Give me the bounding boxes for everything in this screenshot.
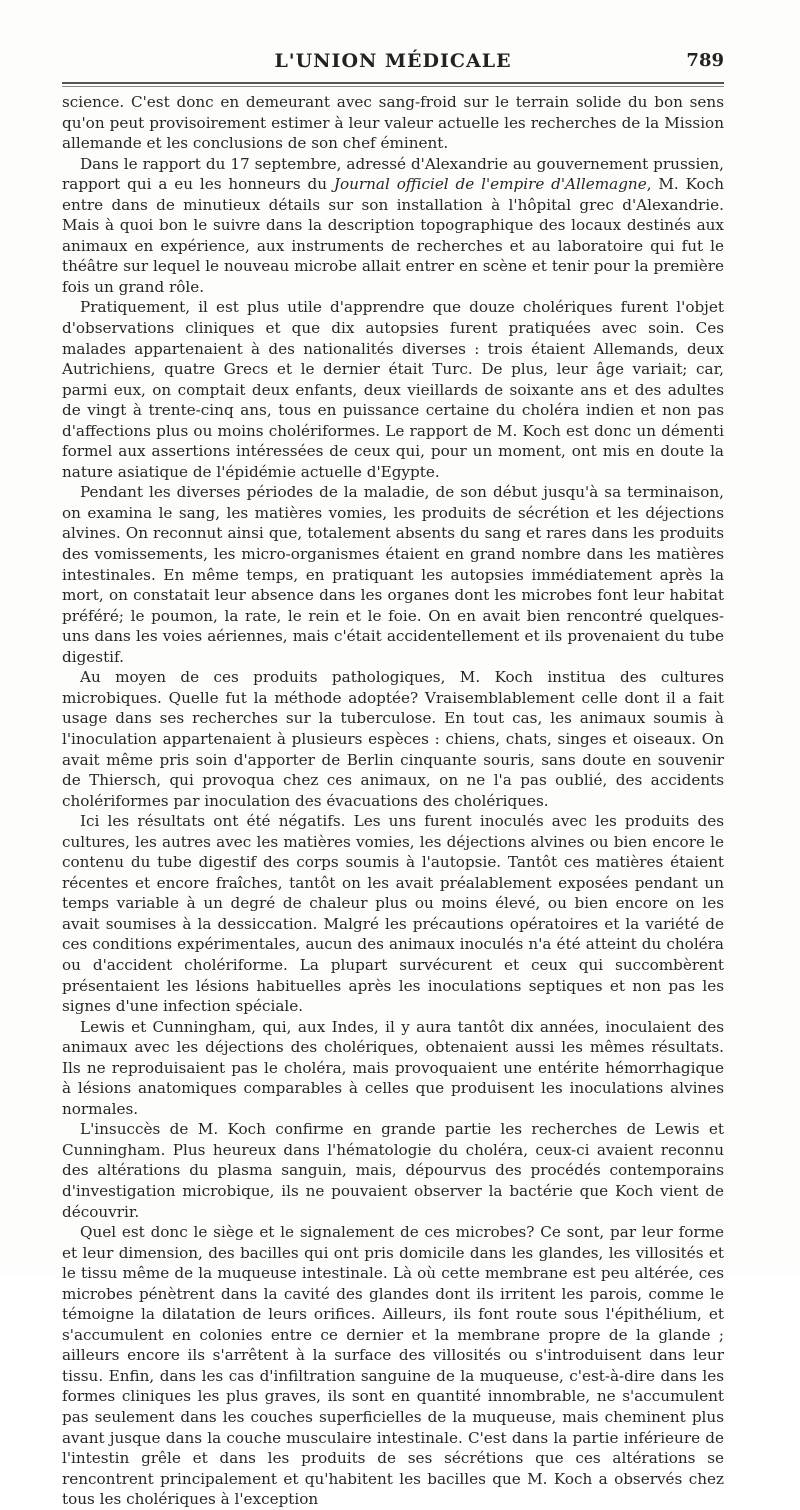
paragraph: Quel est donc le siège et le signalement de ces microbes? Ce sont, par leur forme et leur dimension, des bacilles qui ont pris domicile dans les glandes, les villosités et le tissu même de la muqueuse intestinale. Là où cette membrane est peu altérée, ces microbes pénètrent dans la cavité des glandes dont ils irritent les parois, comme le témoigne la dilatation de leurs orifices. Ailleurs, ils font route sous l'épithélium, et s'accumulent en colonies entre ce dernier et la membrane propre de la glande ; ailleurs encore ils s'arrêtent à la surface des villosités ou s'introduisent dans leur tissu. Enfin, dans les cas d'infiltration sanguine de la muqueuse, c'est-à-dire dans les formes cliniques les plus graves, ils sont en quantité innombrable, ne s'accumulent pas seulement dans les couches superficielles de la muqueuse, mais cheminent plus avant jusque dans la couche musculaire intestinale. C'est dans la partie inférieure de l'intestin grêle et dans les produits de ses sécrétions que ces altérations se rencontrent principalement et qu'habitent les bacilles que M. Koch a observés chez tous les cholériques à l'exception bbox=[62, 1223, 724, 1509]
header-rule bbox=[62, 82, 724, 84]
running-title: L'UNION MÉDICALE bbox=[274, 50, 512, 72]
page-number: 789 bbox=[686, 50, 724, 71]
article-body bbox=[62, 92, 724, 1510]
header-rule-thin bbox=[62, 86, 724, 87]
paragraph: L'insuccès de M. Koch confirme en grande partie les recherches de Lewis et Cunningham. Plus heureux dans l'hématologie du choléra, ceux-ci avaient reconnu des altérations du plasma sanguin, mais, dépourvus des procédés contemporains d'investigation microbique, ils ne pouvaient observer la bactérie que Koch vient de découvrir. bbox=[62, 1120, 724, 1221]
page-header bbox=[62, 44, 724, 78]
paragraph: Dans le rapport du 17 septembre, adressé d'Alexandrie au gouvernement prussien, rapport qui a eu les honneurs du Journal officiel de l'empire d'Allemagne, M. Koch entre dans de minutieux détails sur son installation à l'hôpital grec d'Alexandrie. Mais à quoi bon le suivre dans la description topographique des locaux destinés aux animaux en expérience, aux instruments de recherches et au laboratoire qui fut le théâtre sur lequel le nouveau microbe allait entrer en scène et tenir pour la première fois un grand rôle. bbox=[62, 154, 724, 296]
paragraph: Lewis et Cunningham, qui, aux Indes, il y aura tantôt dix années, inoculaient des animaux avec les déjections des cholériques, obtenaient aussi les mêmes résultats. Ils ne reproduisaient pas le choléra, mais provoquaient une entérite hémorrhagique à lésions anatomiques comparables à celles que produisent les inoculations alvines normales. bbox=[62, 1017, 724, 1118]
paragraph: Au moyen de ces produits pathologiques, M. Koch institua des cultures microbiques. Quelle fut la méthode adoptée? Vraisemblablement celle dont il a fait usage dans ses recherches sur la tuberculose. En tout cas, les animaux soumis à l'inoculation appartenaient à plusieurs espèces : chiens, chats, singes et oiseaux. On avait même pris soin d'apporter de Berlin cinquante souris, sans doute en souvenir de Thiersch, qui provoqua chez ces animaux, on ne l'a pas oublié, des accidents cholériformes par inoculation des évacuations des cholériques. bbox=[62, 668, 724, 810]
paragraph: science. C'est donc en demeurant avec sang-froid sur le terrain solide du bon sens qu'on peut provisoirement estimer à leur valeur actuelle les recherches de la Mission allemande et les conclusions de son chef éminent. bbox=[62, 93, 724, 153]
paragraph: Ici les résultats ont été négatifs. Les uns furent inoculés avec les produits des cultures, les autres avec les matières vomies, les déjections alvines ou bien encore le contenu du tube digestif des corps soumis à l'autopsie. Tantôt ces matières étaient récentes et encore fraîches, tantôt on les avait préalablement exposées pendant un temps variable à un degré de chaleur plus ou moins élevé, ou bien encore on les avait soumises à la dessiccation. Malgré les précautions opératoires et la variété de ces conditions expérimentales, aucun des animaux inoculés n'a été atteint du choléra ou d'accident cholériforme. La plupart survécurent et ceux qui succombèrent présentaient les lésions habituelles après les inoculations septiques et non pas les signes d'une infection spéciale. bbox=[62, 812, 724, 1016]
paragraph: Pendant les diverses périodes de la maladie, de son début jusqu'à sa terminaison, on examina le sang, les matières vomies, les produits de sécrétion et les déjections alvines. On reconnut ainsi que, totalement absents du sang et rares dans les produits des vomissements, les micro-organismes étaient en grand nombre dans les matières intestinales. En même temps, en pratiquant les autopsies immédiatement après la mort, on constatait leur absence dans les organes dont les microbes font leur habitat préféré; le poumon, la rate, le rein et le foie. On en avait bien rencontré quelques-uns dans les voies aériennes, mais c'était accidentellement et ils provenaient du tube digestif. bbox=[62, 483, 724, 666]
journal-title: Journal officiel de l'empire d'Allemagne bbox=[333, 175, 647, 194]
paragraph: Pratiquement, il est plus utile d'apprendre que douze cholériques furent l'objet d'observations cliniques et que dix autopsies furent pratiquées avec soin. Ces malades appartenaient à des nationalités diverses : trois étaient Allemands, deux Autrichiens, quatre Grecs et le dernier était Turc. De plus, leur âge variait; car, parmi eux, on comptait deux enfants, deux vieillards de soixante ans et des adultes de vingt à trente-cinq ans, tous en puissance certaine du choléra indien et non pas d'affections plus ou moins cholériformes. Le rapport de M. Koch est donc un démenti formel aux assertions intéressées de ceux qui, pour un moment, ont mis en doute la nature asiatique de l'épidémie actuelle d'Egypte. bbox=[62, 298, 724, 481]
